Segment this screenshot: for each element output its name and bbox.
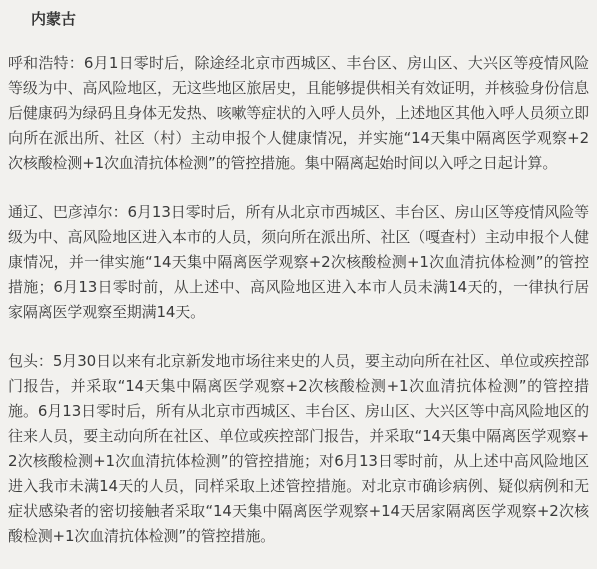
paragraph-hohhot: 呼和浩特：6月1日零时后，除途经北京市西城区、丰台区、房山区、大兴区等疫情风险等级为中、高风险地区，无这些地区旅居史，且能够提供相关有效证明，并核验身份信息后健康码为绿码且身体无发热、咳嗽等症状的入呼人员外，上述地区其他入呼人员须立即向所在派出所、社区（村）主动申报个人健康情况，并实施“14天集中隔离医学观察+2次核酸检测+1次血清抗体检测”的管控措施。集中隔离起始时间以入呼之日起计算。 [8, 54, 589, 172]
region-heading: 内蒙古 [31, 10, 77, 28]
paragraph-tongliao-bayannur: 通辽、巴彦淖尔：6月13日零时后，所有从北京市西城区、丰台区、房山区等疫情风险等级为中、高风险地区进入本市的人员，须向所在派出所、社区（嘎查村）主动申报个人健康情况，并一律实施“14天集中隔离医学观察+2次核酸检测+1次血清抗体检测”的管控措施；6月13日零时前，从上述中、高风险地区进入本市人员未满14天的，一律执行居家隔离医学观察至期满14天。 [8, 203, 589, 321]
paragraph-baotou: 包头：5月30日以来有北京新发地市场往来史的人员，要主动向所在社区、单位或疾控部门报告，并采取“14天集中隔离医学观察+2次核酸检测+1次血清抗体检测”的管控措施。6月13日零时后，所有从北京市西城区、丰台区、房山区、大兴区等中高风险地区的往来人员，要主动向所在社区、单位或疾控部门报告，并采取“14天集中隔离医学观察+2次核酸检测+1次血清抗体检测”的管控措施；对6月13日零时前，从上述中高风险地区进入我市未满14天的人员，同样采取上述管控措施。对北京市确诊病例、疑似病例和无症状感染者的密切接触者采取“14天集中隔离医学观察+14天居家隔离医学观察+2次核酸检测+1次血清抗体检测”的管控措施。 [8, 352, 589, 545]
